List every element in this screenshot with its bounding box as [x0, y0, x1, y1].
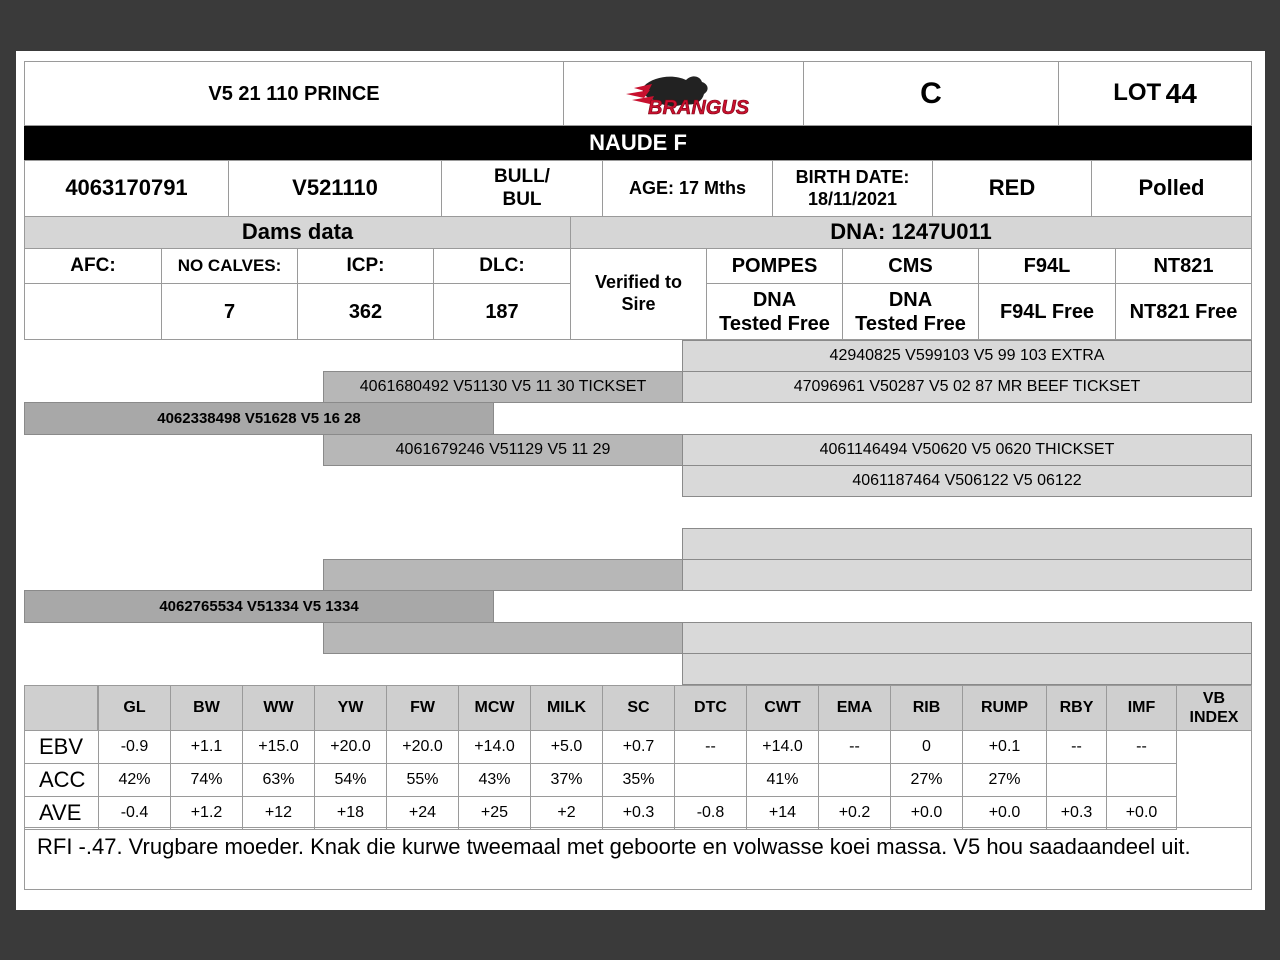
ebv-cell-ave-ema: +0.2 — [818, 796, 891, 830]
ebv-cell-ebv-imf: -- — [1106, 730, 1177, 764]
dna-result-nt821-line1: NT821 Free — [1129, 300, 1238, 323]
pedigree-dam: 4062765534 V51334 V5 1334 — [24, 590, 494, 623]
pedigree-sire-dam-dam: 4061187464 V506122 V5 06122 — [682, 465, 1252, 497]
ebv-header-vb-index — [1176, 685, 1252, 731]
pedigree-dam-sire-dam — [682, 559, 1252, 591]
sex-line1: BULL/ — [494, 165, 550, 187]
ebv-cell-ebv-rump: +0.1 — [962, 730, 1047, 764]
dna-result-pompes-line2: Tested Free — [719, 312, 830, 335]
animal-id: 4063170791 — [24, 160, 229, 217]
ebv-cell-acc-sc: 35% — [602, 763, 675, 797]
dams-data-title: Dams data — [24, 216, 571, 249]
ebv-cell-ebv-yw: +20.0 — [314, 730, 387, 764]
ebv-header-ema: EMA — [818, 685, 891, 731]
ebv-header-rump: RUMP — [962, 685, 1047, 731]
ebv-cell-acc-fw: 55% — [386, 763, 459, 797]
pedigree-sire-sire: 4061680492 V51130 V5 11 30 TICKSET — [323, 371, 683, 403]
registration-number: V521110 — [228, 160, 442, 217]
dna-result-cms-line2: Tested Free — [855, 312, 966, 335]
ebv-cell-acc-bw: 74% — [170, 763, 243, 797]
ebv-cell-ebv-gl: -0.9 — [98, 730, 171, 764]
ebv-cell-ave-ww: +12 — [242, 796, 315, 830]
dna-verified-line1: Verified to — [594, 272, 683, 293]
ebv-cell-acc-milk: 37% — [530, 763, 603, 797]
ebv-cell-ave-sc: +0.3 — [602, 796, 675, 830]
dna-result-cms — [842, 283, 979, 340]
ebv-header-bw: BW — [170, 685, 243, 731]
dna-header-f94l: F94L — [978, 248, 1116, 284]
lot-label — [1058, 61, 1252, 126]
ebv-cell-ebv-fw: +20.0 — [386, 730, 459, 764]
comment-box — [24, 827, 1252, 890]
lot-number: 44 — [1165, 77, 1197, 109]
ebv-cell-ebv-rib: 0 — [890, 730, 963, 764]
ebv-row-label-ave: AVE — [24, 796, 99, 830]
ebv-cell-acc-rib: 27% — [890, 763, 963, 797]
ebv-cell-ebv-mcw: +14.0 — [458, 730, 531, 764]
animal-name: V5 21 110 PRINCE — [24, 61, 564, 126]
dna-title: DNA: 1247U011 — [570, 216, 1252, 249]
breeder-name: NAUDE F — [24, 126, 1252, 161]
logo-text: BRANGUS — [647, 96, 749, 119]
dna-result-cms-line1: DNA — [888, 288, 933, 311]
vb-line1: VB — [1202, 689, 1226, 707]
dams-header-dlc: DLC: — [433, 248, 571, 284]
ebv-header-rib: RIB — [890, 685, 963, 731]
ebv-cell-ebv-sc: +0.7 — [602, 730, 675, 764]
ebv-header-gl: GL — [98, 685, 171, 731]
vb-line2: INDEX — [1189, 709, 1239, 726]
dna-result-f94l — [978, 283, 1116, 340]
grade-letter: C — [803, 61, 1059, 126]
dna-header-pompes: POMPES — [706, 248, 843, 284]
ebv-header-ww: WW — [242, 685, 315, 731]
dams-value-calves: 7 — [161, 283, 298, 340]
ebv-cell-ave-yw: +18 — [314, 796, 387, 830]
ebv-cell-acc-dtc — [674, 763, 747, 797]
ebv-cell-acc-imf — [1106, 763, 1177, 797]
ebv-header-yw: YW — [314, 685, 387, 731]
ebv-cell-ave-rump: +0.0 — [962, 796, 1047, 830]
ebv-cell-ave-fw: +24 — [386, 796, 459, 830]
dna-result-nt821 — [1115, 283, 1252, 340]
ebv-cell-ave-rby: +0.3 — [1046, 796, 1107, 830]
ebv-cell-acc-yw: 54% — [314, 763, 387, 797]
ebv-cell-ebv-ema: -- — [818, 730, 891, 764]
ebv-cell-ave-dtc: -0.8 — [674, 796, 747, 830]
pedigree-sire-sire-dam: 47096961 V50287 V5 02 87 MR BEEF TICKSET — [682, 371, 1252, 403]
ebv-cell-ave-gl: -0.4 — [98, 796, 171, 830]
ebv-cell-ebv-bw: +1.1 — [170, 730, 243, 764]
ebv-cell-acc-gl: 42% — [98, 763, 171, 797]
dams-value-dlc: 187 — [433, 283, 571, 340]
ebv-cell-acc-cwt: 41% — [746, 763, 819, 797]
ebv-header-corner — [24, 685, 98, 731]
ebv-cell-acc-mcw: 43% — [458, 763, 531, 797]
dna-header-cms: CMS — [842, 248, 979, 284]
dna-result-pompes — [706, 283, 843, 340]
ebv-header-rby: RBY — [1046, 685, 1107, 731]
ebv-cell-acc-ww: 63% — [242, 763, 315, 797]
birth-date — [772, 160, 933, 217]
pedigree-sire-dam: 4061679246 V51129 V5 11 29 — [323, 434, 683, 466]
ebv-header-fw: FW — [386, 685, 459, 731]
colour: RED — [932, 160, 1092, 217]
dna-verified — [570, 248, 707, 340]
ebv-cell-ave-mcw: +25 — [458, 796, 531, 830]
ebv-cell-acc-rump: 27% — [962, 763, 1047, 797]
pedigree-sire-sire-sire: 42940825 V599103 V5 99 103 EXTRA — [682, 340, 1252, 372]
sex-line2: BUL — [502, 188, 542, 210]
bull-head-icon — [604, 68, 764, 120]
pedigree-sire: 4062338498 V51628 V5 16 28 — [24, 402, 494, 435]
birth-date-label: BIRTH DATE: — [795, 166, 910, 187]
ebv-cell-acc-ema — [818, 763, 891, 797]
ebv-cell-ave-milk: +2 — [530, 796, 603, 830]
ebv-row-label-ebv: EBV — [24, 730, 99, 764]
brangus-logo — [563, 61, 804, 126]
dna-result-f94l-line1: F94L Free — [999, 300, 1095, 323]
birth-date-value: 18/11/2021 — [807, 188, 898, 209]
ebv-cell-ebv-rby: -- — [1046, 730, 1107, 764]
ebv-header-imf: IMF — [1106, 685, 1177, 731]
ebv-cell-acc-rby — [1046, 763, 1107, 797]
ebv-header-mcw: MCW — [458, 685, 531, 731]
lot-prefix: LOT — [1113, 79, 1162, 107]
age: AGE: 17 Mths — [602, 160, 773, 217]
ebv-header-milk: MILK — [530, 685, 603, 731]
dams-header-afc: AFC: — [24, 248, 162, 284]
ebv-row-label-acc: ACC — [24, 763, 99, 797]
ebv-header-cwt: CWT — [746, 685, 819, 731]
ebv-cell-ebv-ww: +15.0 — [242, 730, 315, 764]
horn-status: Polled — [1091, 160, 1252, 217]
pedigree-dam-sire-sire — [682, 528, 1252, 560]
dna-result-pompes-line1: DNA — [752, 288, 797, 311]
ebv-cell-ebv-cwt: +14.0 — [746, 730, 819, 764]
dna-verified-line2: Sire — [621, 294, 656, 314]
sex — [441, 160, 603, 217]
dams-header-calves: NO CALVES: — [161, 248, 298, 284]
ebv-header-dtc: DTC — [674, 685, 747, 731]
pedigree-dam-dam-sire — [682, 622, 1252, 654]
pedigree-dam-dam-dam — [682, 653, 1252, 685]
dna-header-nt821: NT821 — [1115, 248, 1252, 284]
ebv-cell-ebv-milk: +5.0 — [530, 730, 603, 764]
dams-value-icp: 362 — [297, 283, 434, 340]
comment-text: RFI -.47. Vrugbare moeder. Knak die kurwe tweemaal met geboorte en volwasse koei massa. V5 hou saadaandeel uit. — [37, 834, 1191, 859]
ebv-cell-ave-cwt: +14 — [746, 796, 819, 830]
ebv-cell-ave-bw: +1.2 — [170, 796, 243, 830]
pedigree-sire-dam-sire: 4061146494 V50620 V5 0620 THICKSET — [682, 434, 1252, 466]
dams-header-icp: ICP: — [297, 248, 434, 284]
pedigree-dam-dam — [323, 622, 683, 654]
ebv-header-sc: SC — [602, 685, 675, 731]
ebv-vb-index-value — [1176, 730, 1252, 828]
ebv-cell-ave-imf: +0.0 — [1106, 796, 1177, 830]
dams-value-afc — [24, 283, 162, 340]
ebv-cell-ave-rib: +0.0 — [890, 796, 963, 830]
ebv-cell-ebv-dtc: -- — [674, 730, 747, 764]
pedigree-dam-sire — [323, 559, 683, 591]
